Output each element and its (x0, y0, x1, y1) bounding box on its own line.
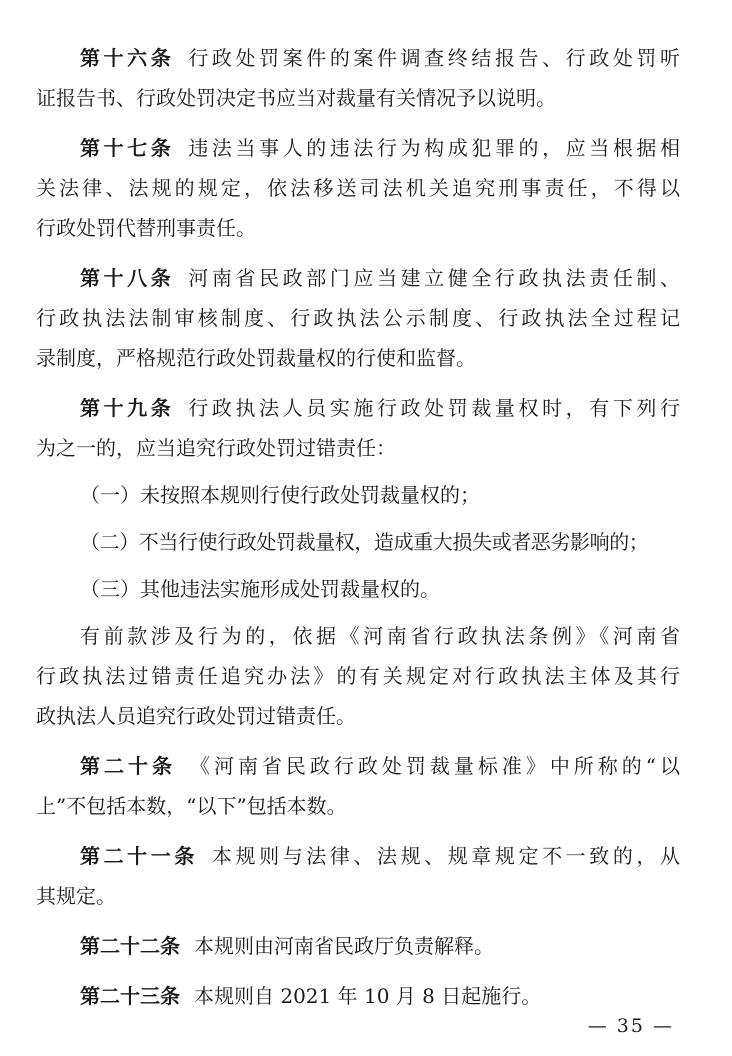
article-line: 有前款涉及行为的，依据《河南省行政执法条例》《河南省 (80, 624, 680, 648)
article-line (36, 836, 680, 876)
article-text: 本规则由河南省民政厅负责解释。 (194, 934, 494, 958)
article-line: 行政执法法制审核制度、行政执法公示制度、行政执法全过程记 (36, 306, 680, 330)
article-text: 本规则与法律、法规、规章规定不一致的，从 (211, 844, 681, 868)
article-line (36, 976, 680, 1016)
article-line: 政执法人员追究行政处罚过错责任。 (36, 704, 356, 728)
article-19 (36, 388, 680, 736)
article-22 (36, 926, 680, 966)
article-20 (36, 746, 680, 826)
list-item: （一）未按照本规则行使行政处罚裁量权的； (80, 483, 480, 507)
article-line: 录制度，严格规范行政处罚裁量权的行使和监督。 (36, 346, 476, 370)
article-label: 第二十二条 (80, 934, 180, 958)
article-text: 《河南省民政行政处罚裁量标准》中所称的“以 (189, 754, 680, 778)
article-text: 违法当事人的违法行为构成犯罪的，应当根据相 (188, 136, 681, 160)
article-line: 为之一的，应当追究行政处罚过错责任： (36, 436, 396, 460)
article-label: 第二十一条 (80, 844, 198, 868)
article-line (36, 128, 680, 168)
article-23 (36, 976, 680, 1016)
article-label: 第十九条 (80, 396, 175, 420)
article-text: 行政执法人员实施行政处罚裁量权时，有下列行 (188, 396, 681, 420)
article-line: 其规定。 (36, 884, 116, 908)
article-21 (36, 836, 680, 916)
article-line (36, 388, 680, 428)
article-text: 河南省民政部门应当建立健全行政执法责任制、 (188, 266, 681, 290)
article-label: 第十八条 (80, 266, 175, 290)
article-17 (36, 128, 680, 248)
article-label: 第十七条 (80, 136, 175, 160)
document-body (36, 38, 680, 1016)
article-label: 第十六条 (80, 46, 175, 70)
article-label: 第二十三条 (80, 984, 180, 1008)
page-number: — 35 — (587, 1015, 674, 1037)
article-line (36, 746, 680, 786)
article-label: 第二十条 (80, 754, 176, 778)
article-line: 行政执法过错责任追究办法》的有关规定对行政执法主体及其行 (36, 664, 680, 688)
list-item: （三）其他违法实施形成处罚裁量权的。 (80, 577, 440, 601)
article-line: 行政处罚代替刑事责任。 (36, 216, 256, 240)
article-16 (36, 38, 680, 118)
article-line (36, 38, 680, 78)
article-line: 上”不包括本数，“以下”包括本数。 (36, 794, 347, 818)
article-line: 证报告书、行政处罚决定书应当对裁量有关情况予以说明。 (36, 86, 556, 110)
article-line (36, 926, 680, 966)
article-line: 关法律、法规的规定，依法移送司法机关追究刑事责任，不得以 (36, 176, 680, 200)
article-18 (36, 258, 680, 378)
list-item: （二）不当行使行政处罚裁量权，造成重大损失或者恶劣影响的； (80, 530, 649, 554)
article-line (36, 258, 680, 298)
article-text: 行政处罚案件的案件调查终结报告、行政处罚听 (188, 46, 681, 70)
article-text: 本规则自 2021 年 10 月 8 日起施行。 (194, 984, 542, 1008)
